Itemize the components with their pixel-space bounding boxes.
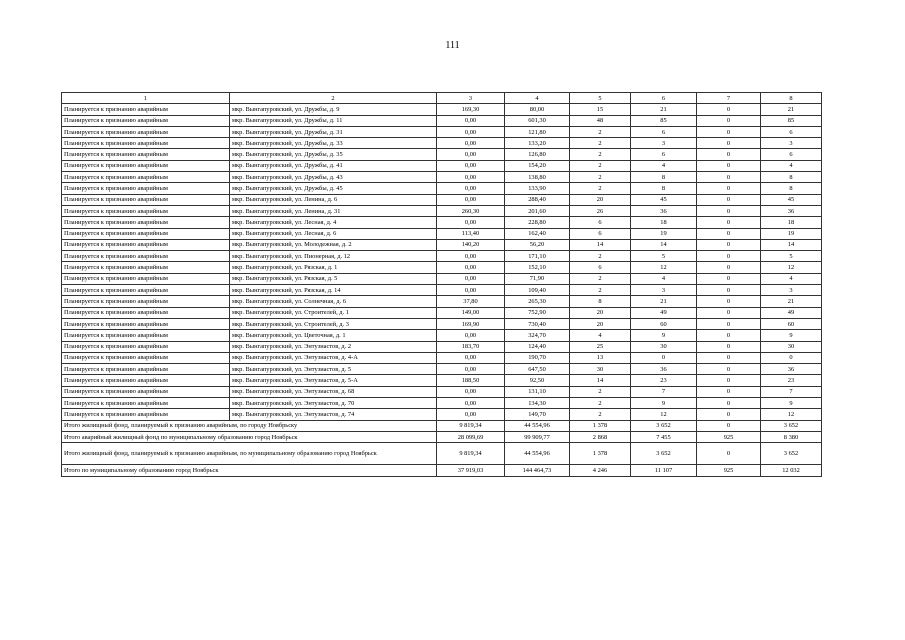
total-value: 0	[697, 420, 761, 431]
address-cell: мкр. Вынгапуровский, ул. Дружбы, д. 43	[230, 172, 437, 183]
address-cell: мкр. Вынгапуровский, ул. Энтузиастов, д. 5-А	[230, 375, 437, 386]
value-cell: 45	[631, 194, 697, 205]
status-cell: Планируется к признанию аварийным	[62, 285, 230, 296]
value-cell: 149,70	[505, 409, 570, 420]
table-row	[62, 398, 822, 409]
value-cell: 6	[570, 262, 631, 273]
value-cell: 0	[631, 352, 697, 363]
value-cell: 23	[761, 375, 822, 386]
value-cell: 21	[761, 104, 822, 115]
value-cell: 113,40	[437, 228, 505, 239]
value-cell: 0,00	[437, 386, 505, 397]
value-cell: 149,00	[437, 307, 505, 318]
value-cell: 0	[697, 262, 761, 273]
status-cell: Планируется к признанию аварийным	[62, 296, 230, 307]
value-cell: 0,00	[437, 160, 505, 171]
value-cell: 162,40	[505, 228, 570, 239]
housing-stock-table	[61, 92, 822, 477]
value-cell: 14	[570, 239, 631, 250]
address-cell: мкр. Вынгапуровский, ул. Строителей, д. 1	[230, 307, 437, 318]
value-cell: 49	[631, 307, 697, 318]
value-cell: 12	[631, 262, 697, 273]
value-cell: 171,10	[505, 251, 570, 262]
total-value: 8 380	[761, 431, 822, 442]
address-cell: мкр. Вынгапуровский, ул. Лесная, д. 6	[230, 228, 437, 239]
value-cell: 0,00	[437, 364, 505, 375]
total-row	[62, 420, 822, 431]
value-cell: 9	[761, 330, 822, 341]
header-cell: 7	[697, 93, 761, 104]
value-cell: 0	[761, 352, 822, 363]
value-cell: 2	[570, 386, 631, 397]
value-cell: 0,00	[437, 251, 505, 262]
value-cell: 2	[570, 160, 631, 171]
address-cell: мкр. Вынгапуровский, ул. Энтузиастов, д. 68	[230, 386, 437, 397]
value-cell: 92,50	[505, 375, 570, 386]
value-cell: 0	[697, 251, 761, 262]
total-value: 37 919,03	[437, 465, 505, 476]
address-cell: мкр. Вынгапуровский, ул. Дружбы, д. 45	[230, 183, 437, 194]
value-cell: 0,00	[437, 330, 505, 341]
value-cell: 2	[570, 285, 631, 296]
table-row	[62, 352, 822, 363]
value-cell: 288,40	[505, 194, 570, 205]
value-cell: 36	[631, 364, 697, 375]
value-cell: 6	[631, 149, 697, 160]
total-value: 0	[697, 443, 761, 465]
value-cell: 7	[761, 386, 822, 397]
value-cell: 3	[761, 285, 822, 296]
address-cell: мкр. Вынгапуровский, ул. Солнечная, д. 6	[230, 296, 437, 307]
total-value: 925	[697, 431, 761, 442]
value-cell: 3	[631, 285, 697, 296]
value-cell: 752,90	[505, 307, 570, 318]
value-cell: 183,70	[437, 341, 505, 352]
value-cell: 2	[570, 126, 631, 137]
total-value: 11 107	[631, 465, 697, 476]
value-cell: 138,80	[505, 172, 570, 183]
value-cell: 71,90	[505, 273, 570, 284]
value-cell: 5	[631, 251, 697, 262]
value-cell: 30	[761, 341, 822, 352]
value-cell: 60	[761, 318, 822, 329]
value-cell: 18	[761, 217, 822, 228]
table-row	[62, 341, 822, 352]
status-cell: Планируется к признанию аварийным	[62, 205, 230, 216]
value-cell: 0	[697, 149, 761, 160]
table-row	[62, 172, 822, 183]
value-cell: 133,20	[505, 138, 570, 149]
value-cell: 0	[697, 318, 761, 329]
value-cell: 140,20	[437, 239, 505, 250]
total-value: 44 554,96	[505, 443, 570, 465]
value-cell: 8	[570, 296, 631, 307]
value-cell: 2	[570, 149, 631, 160]
address-cell: мкр. Вынгапуровский, ул. Дружбы, д. 41	[230, 160, 437, 171]
value-cell: 133,90	[505, 183, 570, 194]
status-cell: Планируется к признанию аварийным	[62, 172, 230, 183]
value-cell: 2	[570, 409, 631, 420]
value-cell: 48	[570, 115, 631, 126]
value-cell: 30	[570, 364, 631, 375]
total-value: 9 819,34	[437, 443, 505, 465]
value-cell: 730,40	[505, 318, 570, 329]
value-cell: 12	[761, 409, 822, 420]
value-cell: 0	[697, 172, 761, 183]
table-body	[62, 93, 822, 477]
value-cell: 228,80	[505, 217, 570, 228]
value-cell: 14	[570, 375, 631, 386]
value-cell: 0	[697, 398, 761, 409]
value-cell: 324,70	[505, 330, 570, 341]
total-label: Итого аварийный жилищный фонд по муниципальному образованию город Ноябрьск	[62, 431, 437, 442]
total-value: 12 032	[761, 465, 822, 476]
address-cell: мкр. Вынгапуровский, ул. Энтузиастов, д. 70	[230, 398, 437, 409]
value-cell: 26	[570, 205, 631, 216]
total-value: 3 652	[761, 420, 822, 431]
total-value: 4 246	[570, 465, 631, 476]
status-cell: Планируется к признанию аварийным	[62, 409, 230, 420]
value-cell: 0	[697, 364, 761, 375]
status-cell: Планируется к признанию аварийным	[62, 318, 230, 329]
value-cell: 14	[761, 239, 822, 250]
value-cell: 8	[761, 183, 822, 194]
address-cell: мкр. Вынгапуровский, ул. Дружбы, д. 11	[230, 115, 437, 126]
value-cell: 85	[761, 115, 822, 126]
value-cell: 0,00	[437, 138, 505, 149]
total-label: Итого жилищный фонд, планируемый к признанию аварийным, по городу Ноябрьску	[62, 420, 437, 431]
status-cell: Планируется к признанию аварийным	[62, 160, 230, 171]
total-row	[62, 465, 822, 476]
value-cell: 0	[697, 273, 761, 284]
value-cell: 0	[697, 115, 761, 126]
status-cell: Планируется к признанию аварийным	[62, 217, 230, 228]
value-cell: 260,30	[437, 205, 505, 216]
value-cell: 80,00	[505, 104, 570, 115]
value-cell: 20	[570, 194, 631, 205]
value-cell: 2	[570, 398, 631, 409]
value-cell: 9	[631, 398, 697, 409]
value-cell: 0,00	[437, 352, 505, 363]
value-cell: 0,00	[437, 149, 505, 160]
value-cell: 9	[761, 398, 822, 409]
value-cell: 20	[570, 307, 631, 318]
table-row	[62, 194, 822, 205]
value-cell: 0	[697, 375, 761, 386]
table-row	[62, 228, 822, 239]
total-value: 28 099,69	[437, 431, 505, 442]
value-cell: 2	[570, 183, 631, 194]
value-cell: 4	[761, 160, 822, 171]
value-cell: 2	[570, 138, 631, 149]
table-row	[62, 409, 822, 420]
value-cell: 0	[697, 352, 761, 363]
value-cell: 23	[631, 375, 697, 386]
value-cell: 0	[697, 330, 761, 341]
address-cell: мкр. Вынгапуровский, ул. Лесная, д. 4	[230, 217, 437, 228]
page-number: 111	[445, 40, 460, 51]
value-cell: 19	[631, 228, 697, 239]
table-row	[62, 149, 822, 160]
value-cell: 152,10	[505, 262, 570, 273]
status-cell: Планируется к признанию аварийным	[62, 104, 230, 115]
value-cell: 0	[697, 104, 761, 115]
value-cell: 5	[761, 251, 822, 262]
total-value: 3 652	[631, 420, 697, 431]
value-cell: 0	[697, 138, 761, 149]
value-cell: 14	[631, 239, 697, 250]
value-cell: 0	[697, 183, 761, 194]
value-cell: 0,00	[437, 183, 505, 194]
value-cell: 0	[697, 239, 761, 250]
table-row	[62, 364, 822, 375]
table-row	[62, 239, 822, 250]
value-cell: 0,00	[437, 398, 505, 409]
table-row	[62, 217, 822, 228]
status-cell: Планируется к признанию аварийным	[62, 251, 230, 262]
value-cell: 21	[631, 104, 697, 115]
value-cell: 4	[761, 273, 822, 284]
value-cell: 169,90	[437, 318, 505, 329]
address-cell: мкр. Вынгапуровский, ул. Молодежная, д. 2	[230, 239, 437, 250]
value-cell: 12	[631, 409, 697, 420]
header-cell: 2	[230, 93, 437, 104]
value-cell: 2	[570, 273, 631, 284]
header-cell: 3	[437, 93, 505, 104]
value-cell: 8	[761, 172, 822, 183]
status-cell: Планируется к признанию аварийным	[62, 352, 230, 363]
status-cell: Планируется к признанию аварийным	[62, 364, 230, 375]
address-cell: мкр. Вынгапуровский, ул. Дружбы, д. 31	[230, 126, 437, 137]
address-cell: мкр. Вынгапуровский, ул. Энтузиастов, д. 2	[230, 341, 437, 352]
value-cell: 0	[697, 160, 761, 171]
total-value: 1 378	[570, 443, 631, 465]
total-value: 44 554,96	[505, 420, 570, 431]
value-cell: 265,30	[505, 296, 570, 307]
address-cell: мкр. Вынгапуровский, ул. Цветочная, д. 1	[230, 330, 437, 341]
value-cell: 20	[570, 318, 631, 329]
status-cell: Планируется к признанию аварийным	[62, 228, 230, 239]
total-value: 7 455	[631, 431, 697, 442]
value-cell: 0	[697, 194, 761, 205]
value-cell: 124,40	[505, 341, 570, 352]
value-cell: 2	[570, 251, 631, 262]
value-cell: 13	[570, 352, 631, 363]
table-header-row	[62, 93, 822, 104]
value-cell: 201,60	[505, 205, 570, 216]
total-value: 2 868	[570, 431, 631, 442]
total-value: 9 819,34	[437, 420, 505, 431]
value-cell: 12	[761, 262, 822, 273]
table-row	[62, 104, 822, 115]
address-cell: мкр. Вынгапуровский, ул. Дружбы, д. 35	[230, 149, 437, 160]
header-cell: 6	[631, 93, 697, 104]
value-cell: 0,00	[437, 273, 505, 284]
status-cell: Планируется к признанию аварийным	[62, 149, 230, 160]
header-cell: 5	[570, 93, 631, 104]
address-cell: мкр. Вынгапуровский, ул. Рязская, д. 14	[230, 285, 437, 296]
table-row	[62, 296, 822, 307]
status-cell: Планируется к признанию аварийным	[62, 330, 230, 341]
total-value: 3 652	[761, 443, 822, 465]
table-row	[62, 126, 822, 137]
table-row	[62, 330, 822, 341]
value-cell: 25	[570, 341, 631, 352]
address-cell: мкр. Вынгапуровский, ул. Энтузиастов, д. 4-А	[230, 352, 437, 363]
status-cell: Планируется к признанию аварийным	[62, 273, 230, 284]
value-cell: 30	[631, 341, 697, 352]
total-value: 925	[697, 465, 761, 476]
total-value: 1 378	[570, 420, 631, 431]
value-cell: 0	[697, 228, 761, 239]
value-cell: 6	[570, 217, 631, 228]
value-cell: 85	[631, 115, 697, 126]
total-row	[62, 431, 822, 442]
value-cell: 154,20	[505, 160, 570, 171]
value-cell: 0	[697, 126, 761, 137]
table-row	[62, 386, 822, 397]
value-cell: 15	[570, 104, 631, 115]
address-cell: мкр. Вынгапуровский, ул. Ленина, д. 31	[230, 205, 437, 216]
header-cell: 8	[761, 93, 822, 104]
value-cell: 134,30	[505, 398, 570, 409]
table-row	[62, 262, 822, 273]
status-cell: Планируется к признанию аварийным	[62, 126, 230, 137]
value-cell: 21	[631, 296, 697, 307]
table-row	[62, 160, 822, 171]
address-cell: мкр. Вынгапуровский, ул. Рязская, д. 1	[230, 262, 437, 273]
status-cell: Планируется к признанию аварийным	[62, 307, 230, 318]
total-row	[62, 443, 822, 465]
table-row	[62, 273, 822, 284]
value-cell: 121,80	[505, 126, 570, 137]
table-row	[62, 138, 822, 149]
table-row	[62, 318, 822, 329]
value-cell: 56,20	[505, 239, 570, 250]
address-cell: мкр. Вынгапуровский, ул. Энтузиастов, д. 5	[230, 364, 437, 375]
value-cell: 131,10	[505, 386, 570, 397]
value-cell: 7	[631, 386, 697, 397]
table-row	[62, 285, 822, 296]
table-row	[62, 375, 822, 386]
value-cell: 6	[570, 228, 631, 239]
address-cell: мкр. Вынгапуровский, ул. Строителей, д. 3	[230, 318, 437, 329]
value-cell: 0,00	[437, 262, 505, 273]
value-cell: 0	[697, 409, 761, 420]
value-cell: 0,00	[437, 126, 505, 137]
value-cell: 126,80	[505, 149, 570, 160]
value-cell: 0	[697, 307, 761, 318]
value-cell: 18	[631, 217, 697, 228]
value-cell: 0,00	[437, 409, 505, 420]
value-cell: 6	[631, 126, 697, 137]
table-row	[62, 115, 822, 126]
total-value: 144 464,73	[505, 465, 570, 476]
value-cell: 188,50	[437, 375, 505, 386]
value-cell: 601,30	[505, 115, 570, 126]
address-cell: мкр. Вынгапуровский, ул. Пионерная, д. 12	[230, 251, 437, 262]
status-cell: Планируется к признанию аварийным	[62, 375, 230, 386]
value-cell: 21	[761, 296, 822, 307]
value-cell: 2	[570, 172, 631, 183]
value-cell: 0,00	[437, 194, 505, 205]
table-row	[62, 205, 822, 216]
value-cell: 37,80	[437, 296, 505, 307]
value-cell: 19	[761, 228, 822, 239]
value-cell: 3	[761, 138, 822, 149]
value-cell: 0,00	[437, 172, 505, 183]
value-cell: 190,70	[505, 352, 570, 363]
total-label: Итого жилищный фонд, планируемый к признанию аварийным, по муниципальному образованию город Ноябрьск	[62, 443, 437, 465]
value-cell: 0	[697, 205, 761, 216]
value-cell: 6	[761, 126, 822, 137]
value-cell: 0,00	[437, 285, 505, 296]
status-cell: Планируется к признанию аварийным	[62, 194, 230, 205]
value-cell: 0	[697, 296, 761, 307]
status-cell: Планируется к признанию аварийным	[62, 262, 230, 273]
header-cell: 4	[505, 93, 570, 104]
value-cell: 36	[631, 205, 697, 216]
value-cell: 0	[697, 285, 761, 296]
value-cell: 8	[631, 183, 697, 194]
value-cell: 45	[761, 194, 822, 205]
address-cell: мкр. Вынгапуровский, ул. Рязская, д. 5	[230, 273, 437, 284]
total-value: 99 909,77	[505, 431, 570, 442]
value-cell: 9	[631, 330, 697, 341]
value-cell: 0	[697, 217, 761, 228]
status-cell: Планируется к признанию аварийным	[62, 341, 230, 352]
value-cell: 49	[761, 307, 822, 318]
value-cell: 0,00	[437, 217, 505, 228]
status-cell: Планируется к признанию аварийным	[62, 183, 230, 194]
value-cell: 8	[631, 172, 697, 183]
value-cell: 0	[697, 341, 761, 352]
header-cell: 1	[62, 93, 230, 104]
address-cell: мкр. Вынгапуровский, ул. Ленина, д. 6	[230, 194, 437, 205]
value-cell: 0,00	[437, 115, 505, 126]
value-cell: 647,50	[505, 364, 570, 375]
value-cell: 4	[631, 160, 697, 171]
value-cell: 36	[761, 205, 822, 216]
value-cell: 6	[761, 149, 822, 160]
total-value: 3 652	[631, 443, 697, 465]
address-cell: мкр. Вынгапуровский, ул. Энтузиастов, д. 74	[230, 409, 437, 420]
status-cell: Планируется к признанию аварийным	[62, 138, 230, 149]
value-cell: 0	[697, 386, 761, 397]
address-cell: мкр. Вынгапуровский, ул. Дружбы, д. 33	[230, 138, 437, 149]
total-label: Итого по муниципальному образованию город Ноябрьск	[62, 465, 437, 476]
value-cell: 4	[570, 330, 631, 341]
value-cell: 169,30	[437, 104, 505, 115]
table-row	[62, 183, 822, 194]
value-cell: 36	[761, 364, 822, 375]
value-cell: 109,40	[505, 285, 570, 296]
value-cell: 60	[631, 318, 697, 329]
value-cell: 4	[631, 273, 697, 284]
table-row	[62, 307, 822, 318]
table-row	[62, 251, 822, 262]
status-cell: Планируется к признанию аварийным	[62, 239, 230, 250]
status-cell: Планируется к признанию аварийным	[62, 115, 230, 126]
address-cell: мкр. Вынгапуровский, ул. Дружбы, д. 9	[230, 104, 437, 115]
status-cell: Планируется к признанию аварийным	[62, 398, 230, 409]
value-cell: 3	[631, 138, 697, 149]
status-cell: Планируется к признанию аварийным	[62, 386, 230, 397]
